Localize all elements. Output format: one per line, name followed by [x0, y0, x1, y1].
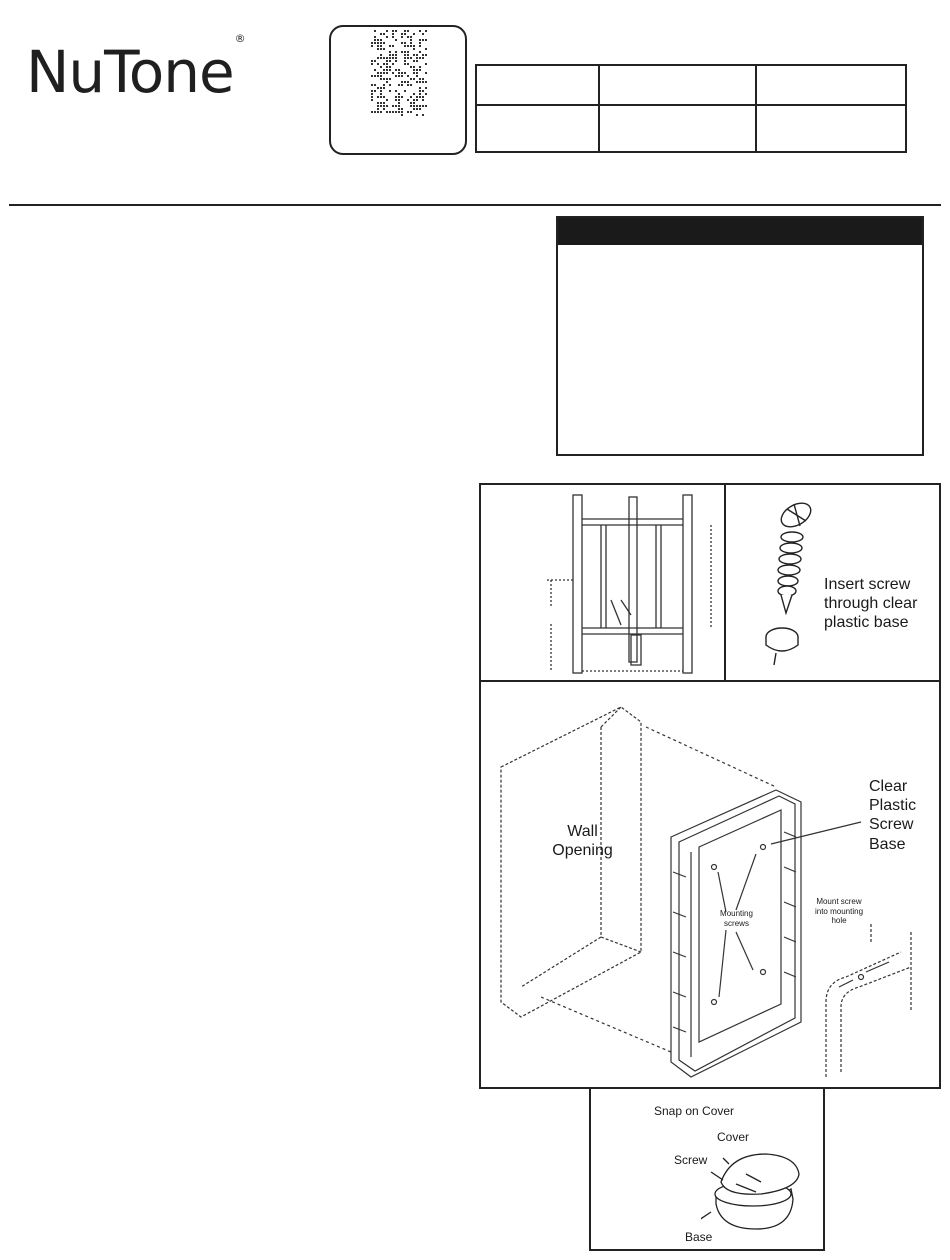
table-row	[476, 105, 906, 152]
cover-label: Cover	[717, 1130, 750, 1144]
table-cell	[756, 105, 906, 152]
base-label: Base	[685, 1230, 713, 1244]
screw-insert-figure	[724, 483, 941, 682]
screw-icon	[754, 495, 834, 670]
warning-header-bar	[558, 218, 922, 245]
header-divider	[9, 204, 941, 206]
table-cell	[476, 65, 599, 105]
screw-base-label: Clear Plastic Screw Base	[869, 778, 917, 853]
warning-box	[556, 216, 924, 456]
snap-cover-figure	[589, 1087, 825, 1251]
registered-mark: ®	[234, 31, 245, 45]
framing-diagram	[481, 485, 724, 680]
brand-name: NuTone	[26, 38, 234, 106]
table-cell	[599, 105, 756, 152]
wall-mount-diagram	[481, 682, 939, 1087]
brand-logo	[26, 31, 245, 106]
snap-cover-title: Snap on Cover	[654, 1104, 735, 1118]
wall-mount-figure	[479, 680, 941, 1089]
table-cell	[599, 65, 756, 105]
wall-opening-label: Wall Opening	[552, 823, 613, 860]
qr-code-icon	[371, 30, 428, 116]
snap-cover-diagram	[701, 1144, 811, 1234]
framing-figure	[479, 483, 726, 682]
table-row	[476, 65, 906, 105]
table-cell	[756, 65, 906, 105]
screw-insert-caption: Insert screw through clear plastic base	[824, 576, 918, 632]
mounting-screws-label: Mounting screws	[720, 909, 753, 928]
screw-label: Screw	[674, 1153, 708, 1167]
table-cell	[476, 105, 599, 152]
mount-screw-label: Mount screw into mounting hole	[814, 897, 864, 926]
spec-table	[475, 64, 907, 153]
